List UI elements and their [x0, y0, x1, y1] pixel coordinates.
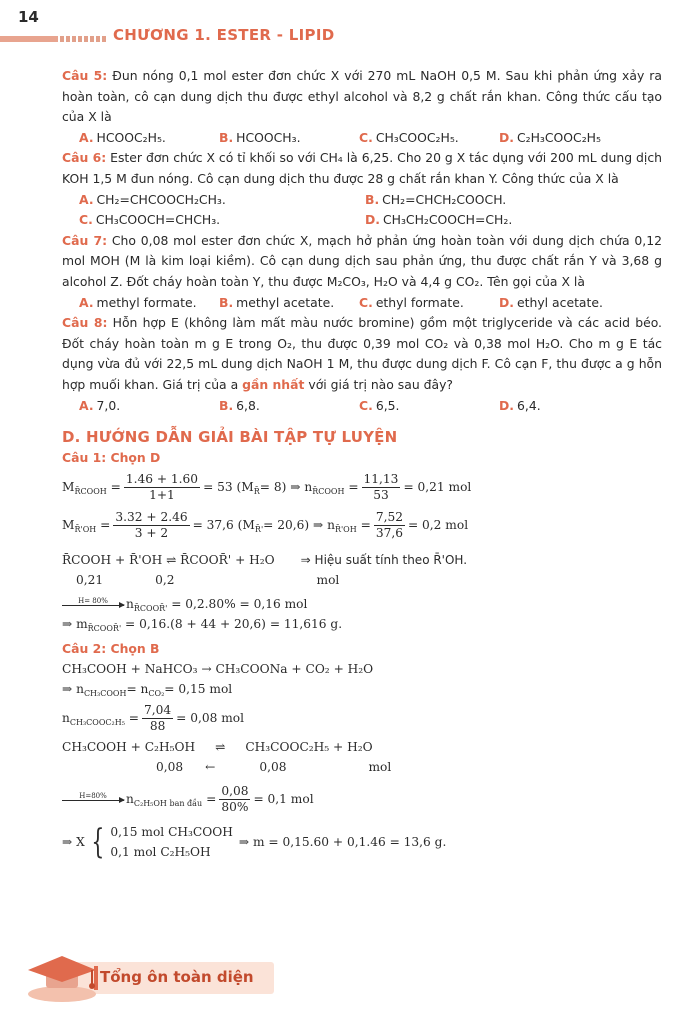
option-a: A. 7,0. — [79, 397, 121, 413]
question-5-options — [62, 128, 662, 149]
fraction: $\frac{3.32 + 2.46}{3 + 2}$ — [115, 510, 188, 541]
highlight-nearest: gần nhất — [242, 376, 305, 392]
fraction: $\frac{11,13}{53}$ — [363, 472, 399, 503]
solution-2-body — [62, 659, 662, 865]
m-roh-line: M R̄'OH = $\frac{3.32 + 2.46}{3 + 2}$ = 37,6 (M R̄' = 20,6) ⇒ n R̄'OH = $\frac{7,52}{37,6}$ = 0,2 mol — [62, 510, 469, 541]
question-text: Ester đơn chức X có tỉ khối so với CH₄ là 6,25. Cho 20 g X tác dụng với 200 mL dung dịch KOH 1,5 M đun nóng. Cô cạn dung dịch thu được 28 g chất rắn khan Y. Công thức của X là — [62, 150, 662, 186]
mole-row: 0,21 0,2 mol — [76, 573, 340, 588]
question-6-options-row2 — [62, 210, 662, 231]
yield-line: H= 80% n R̄COOR̄' = 0,2.80% = 0,16 mol — [62, 595, 662, 615]
page-content — [62, 66, 662, 865]
fraction: $\frac{0,08}{80\%}$ — [221, 783, 249, 814]
solution-1-title: Câu 1: Chọn D — [62, 450, 161, 466]
equation-neutralization: CH₃COOH + NaHCO₃ → CH₃COONa + CO₂ + H₂O — [62, 661, 374, 676]
page-number: 14 — [18, 8, 39, 26]
option-d: D. ethyl acetate. — [499, 294, 603, 310]
brace-system: { 0,15 mol CH₃COOH 0,1 mol C₂H₅OH — [91, 822, 233, 863]
m-rcooh-line: M R̄COOH = $\frac{1.46 + 1.60}{1+1}$ = 53 (M R̄ = 8) ⇒ n R̄COOH = $\frac{11,13}{53}$ = 0,21 mol — [62, 472, 472, 503]
mole-row-2: 0,08 ← 0,08 mol — [156, 759, 392, 774]
question-7-options — [62, 293, 662, 314]
solution-2-title: Câu 2: Chọn B — [62, 640, 160, 656]
yield-note: ⇒ Hiệu suất tính theo R̄'OH. — [300, 553, 468, 568]
yield-arrow: H=80% — [62, 792, 124, 807]
option-d: D. C₂H₃COOC₂H₅ — [499, 129, 601, 145]
option-d: D. CH₃CH₂COOCH=CH₂. — [365, 212, 513, 228]
equation-esterification: R̄COOH + R̄'OH ⇌ R̄COOR̄' + H₂O ⇒ Hiệu suất tính theo R̄'OH. — [62, 551, 662, 571]
option-c: C. 6,5. — [359, 397, 400, 413]
equation-esterification-2: CH₃COOH + C₂H₅OH ⇌ CH₃COOC₂H₅ + H₂O — [62, 739, 373, 754]
question-label: Câu 8: — [62, 315, 108, 331]
option-c: C. CH₃COOC₂H₅. — [359, 129, 459, 145]
option-c: C. ethyl formate. — [359, 294, 464, 310]
header-solid-rule — [0, 36, 58, 42]
question-8 — [62, 313, 662, 395]
n-ester-line: n CH₃COOC₂H₅ = $\frac{7,04}{88}$ = 0,08 mol — [62, 702, 245, 733]
yield-arrow: H= 80% — [62, 597, 124, 612]
question-6-options-row1 — [62, 190, 662, 211]
question-5 — [62, 66, 662, 128]
question-text-end: với giá trị nào sau đây? — [304, 376, 454, 392]
option-b: B. methyl acetate. — [219, 294, 335, 310]
question-7 — [62, 231, 662, 293]
option-c: C. CH₃COOCH=CHCH₃. — [79, 212, 221, 228]
mixture-line: ⇒ X { 0,15 mol CH₃COOH 0,1 mol C₂H₅OH ⇒ m = 0,15.60 + 0,1.46 = 13,6 g. — [62, 822, 447, 863]
solution-1-body — [62, 469, 662, 635]
question-text: Hỗn hợp E (không làm mất màu nước bromine) gồm một triglyceride và các acid béo. Đốt cháy hoàn toàn m g E trong O₂, thu được 0,39 mol CO₂ và 0,38 mol H₂O. Cho m g E tác dụng vừa đủ với 22,5 mL dung dịch NaOH 1 M, thu được dung dịch F. Cô cạn F, thu được a g hỗn hợp muối khan. Giá trị của a — [62, 315, 662, 392]
graduation-cap-icon — [22, 950, 102, 1006]
option-b: B. 6,8. — [219, 397, 260, 413]
section-title: D. HƯỚNG DẪN GIẢI BÀI TẬP TỰ LUYỆN — [62, 428, 398, 447]
option-b: B. HCOOCH₃. — [219, 129, 301, 145]
chapter-title: CHƯƠNG 1. ESTER - LIPID — [113, 26, 335, 44]
question-label: Câu 5: — [62, 68, 108, 83]
question-8-options — [62, 396, 662, 417]
fraction: $\frac{7,04}{88}$ — [144, 702, 172, 733]
yield-line-2: H=80% n C₂H₅OH ban đầu = $\frac{0,08}{80\%}$ = 0,1 mol — [62, 779, 662, 819]
mass-line: ⇒ m R̄COOR̄' = 0,16.(8 + 44 + 20,6) = 11,616 g. — [62, 617, 343, 634]
question-text: Cho 0,08 mol ester đơn chức X, mạch hở phản ứng hoàn toàn với dung dịch chứa 0,12 mol MOH (M là kim loại kiềm). Cô cạn dung dịch sau phản ứng, thu được chất rắn Y và 3,68 g alcohol Z. Đốt cháy hoàn toàn Y, thu được M₂CO₃, H₂O và 4,4 g CO₂. Tên gọi của X là — [62, 232, 662, 289]
question-text: Đun nóng 0,1 mol ester đơn chức X với 270 mL NaOH 0,5 M. Sau khi phản ứng xảy ra hoàn toàn, cô cạn dung dịch thu được ethyl alcohol và 8,2 g chất rắn khan. Công thức cấu tạo của X là — [62, 68, 662, 125]
question-6 — [62, 148, 662, 189]
footer-label: Tổng ôn toàn diện — [100, 968, 254, 986]
option-a: A. methyl formate. — [79, 294, 197, 310]
question-label: Câu 6: — [62, 150, 107, 166]
option-a: A. HCOOC₂H₅. — [79, 129, 166, 145]
fraction: $\frac{1.46 + 1.60}{1+1}$ — [125, 472, 199, 503]
option-b: B. CH₂=CHCH₂COOCH. — [365, 191, 507, 207]
option-a: A. CH₂=CHCOOCH₂CH₃. — [79, 191, 226, 207]
option-d: D. 6,4. — [499, 397, 541, 413]
n-acid-line: ⇒ n CH₃COOH = n CO₂ = 0,15 mol — [62, 681, 233, 698]
question-label: Câu 7: — [62, 232, 108, 248]
fraction: $\frac{7,52}{37,6}$ — [375, 510, 403, 541]
